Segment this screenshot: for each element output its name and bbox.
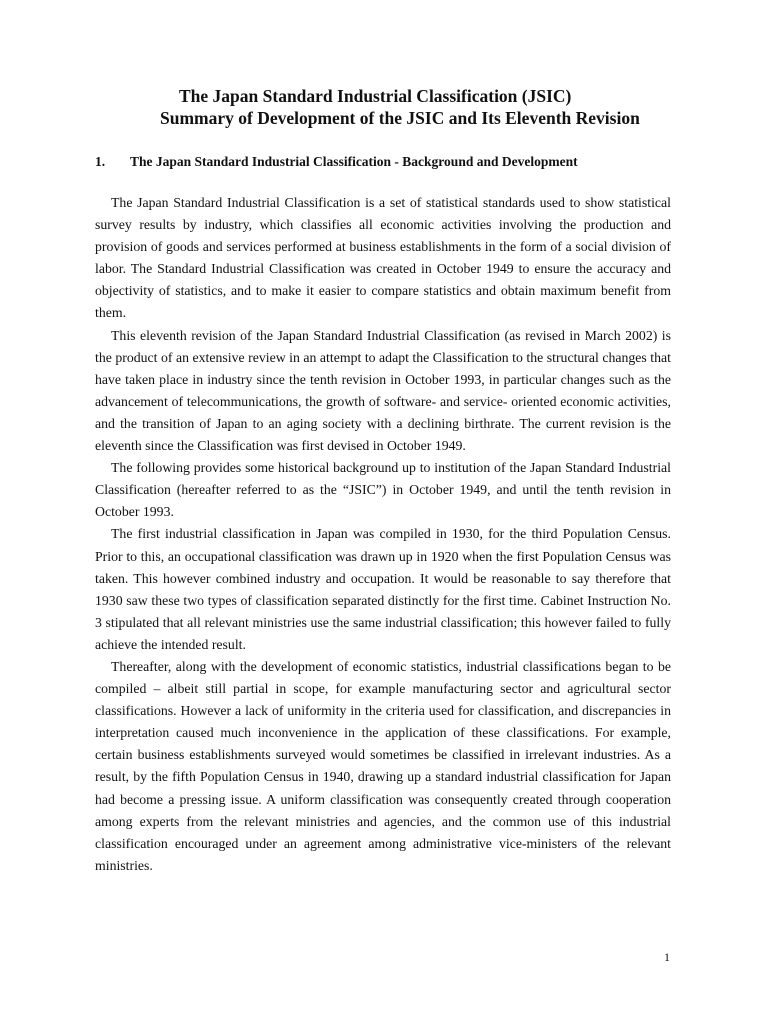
paragraph: Thereafter, along with the development of economic statistics, industrial classifications began to be compiled – albeit still partial in scope, for example manufacturing sector and agricultural sector classifications. However a lack of uniformity in the criteria used for classification, and discrepancies in interpretation caused much inconvenience in the application of these classifications. For example, certain business establishments surveyed would sometimes be classified in irrelevant industries. As a result, by the fifth Population Census in 1940, drawing up a standard industrial classification for Japan had become a pressing issue. A uniform classification was consequently created through cooperation among experts from the relevant ministries and agencies, and the common use of this industrial classification encouraged under an agreement among administrative vice-ministers of the relevant ministries. bbox=[95, 658, 671, 873]
paragraph: This eleventh revision of the Japan Standard Industrial Classification (as revised in March 2002) is the product of an extensive review in an attempt to adapt the Classification to the structural changes that have taken place in industry since the tenth revision in October 1993, in particular changes such as the advancement of telecommunications, the growth of software- and service- oriented economic activities, and the transition of Japan to an aging society with a declining birthrate. The current revision is the eleventh since the Classification was first devised in October 1949. bbox=[95, 327, 671, 454]
body-text bbox=[95, 192, 671, 877]
section-title: The Japan Standard Industrial Classification - Background and Development bbox=[130, 154, 578, 169]
section-number: 1. bbox=[95, 154, 106, 169]
document-subtitle: Summary of Development of the JSIC and Its Eleventh Revision bbox=[160, 108, 640, 128]
page-number: 1 bbox=[664, 950, 670, 964]
paragraph: The following provides some historical background up to institution of the Japan Standard Industrial Classification (hereafter referred to as the “JSIC”) in October 1949, and until the tenth revision in October 1993. bbox=[95, 460, 671, 520]
paragraph: The first industrial classification in Japan was compiled in 1930, for the third Population Census. Prior to this, an occupational classification was drawn up in 1920 when the first Population Census was taken. This however combined industry and occupation. It would be reasonable to say therefore that 1930 saw these two types of classification separated distinctly for the first time. Cabinet Instruction No. 3 stipulated that all relevant ministries use the same industrial classification; this however failed to fully achieve the intended result. bbox=[95, 526, 671, 652]
paragraph: The Japan Standard Industrial Classification is a set of statistical standards used to show statistical survey results by industry, which classifies all economic activities involving the production and provision of goods and services performed at business establishments in the form of a social division of labor. The Standard Industrial Classification was created in October 1949 to ensure the accuracy and objectivity of statistics, and to make it easier to compare statistics and obtain maximum benefit from them. bbox=[95, 195, 671, 321]
document-title: The Japan Standard Industrial Classification (JSIC) bbox=[179, 86, 572, 106]
section-heading bbox=[95, 153, 578, 171]
